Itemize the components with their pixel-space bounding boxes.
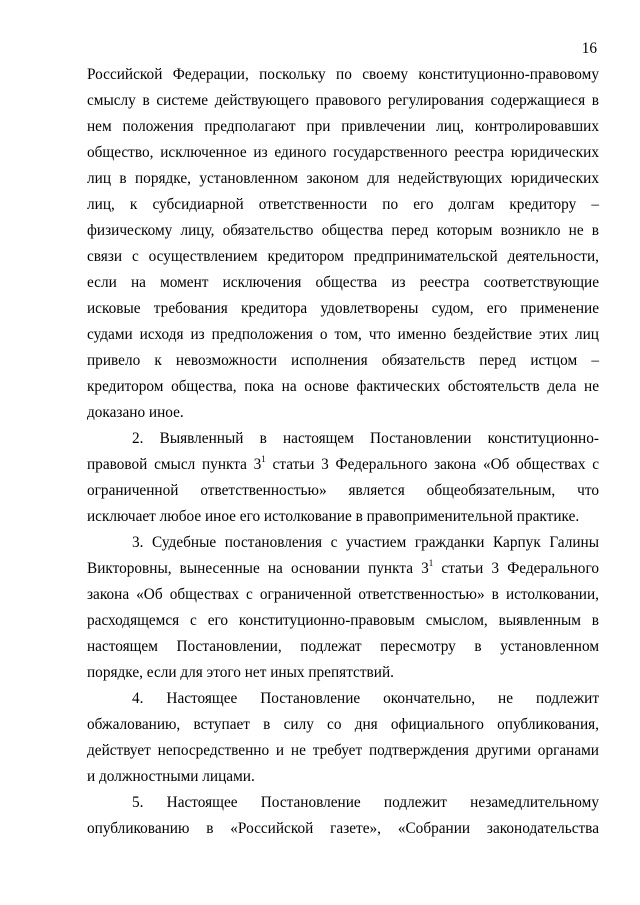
text-line: Российской Федерации, поскольку по своему конституционно-правовому xyxy=(87,66,599,83)
text-line: 3. Судебные постановления с участием гражданки Карпук Галины xyxy=(132,534,599,551)
text-line-with-superscript xyxy=(87,556,599,582)
text-line: настоящем Постановлении, подлежат пересмотру в установленном xyxy=(87,638,599,655)
text-line: закона «Об обществах с ограниченной ответственностью» в истолковании, xyxy=(87,586,599,603)
paragraph-1 xyxy=(87,62,599,426)
text-line-with-superscript xyxy=(87,452,599,478)
text-line: если на момент исключения общества из реестра соответствующие xyxy=(87,274,599,291)
text-line: 4. Настоящее Постановление окончательно, не подлежит xyxy=(132,690,599,707)
paragraph-5 xyxy=(87,790,599,842)
text-line: нем положения предполагают при привлечении лиц, контролировавших xyxy=(87,118,599,135)
superscript: 1 xyxy=(261,453,266,464)
text-fragment: статьи 3 Федерального закона «Об обществах с xyxy=(265,456,600,473)
text-line: 5. Настоящее Постановление подлежит незамедлительному xyxy=(132,794,599,811)
text-line-last: и должностными лицами. xyxy=(87,768,255,785)
text-fragment: правовой смысл пункта 3 xyxy=(87,456,262,473)
page-number: 16 xyxy=(581,40,597,57)
document-body xyxy=(87,62,599,842)
text-line: ограниченной ответственностью» является общеобязательным, что xyxy=(87,482,599,499)
text-line-last: доказано иное. xyxy=(87,404,184,421)
text-fragment: статьи 3 Федерального xyxy=(433,560,599,577)
text-line: 2. Выявленный в настоящем Постановлении конституционно- xyxy=(132,430,599,447)
text-line: исковые требования кредитора удовлетворены судом, его применение xyxy=(87,300,599,317)
text-line: расходящемся с его конституционно-правовым смыслом, выявленным в xyxy=(87,612,599,629)
text-line: лиц в порядке, установленном законом для недействующих юридических xyxy=(87,170,599,187)
text-line: смыслу в системе действующего правового регулирования содержащиеся в xyxy=(87,92,599,109)
paragraph-4 xyxy=(87,686,599,790)
text-line: опубликованию в «Российской газете», «Собрании законодательства xyxy=(87,820,599,837)
text-line: обжалованию, вступает в силу со дня официального опубликования, xyxy=(87,716,599,733)
text-line: общество, исключенное из единого государственного реестра юридических xyxy=(87,144,599,161)
paragraph-3 xyxy=(87,530,599,686)
text-line: судами исходя из предположения о том, что именно бездействие этих лиц xyxy=(87,326,599,343)
text-line-last: порядке, если для этого нет иных препятствий. xyxy=(87,664,394,681)
text-line: привело к невозможности исполнения обязательств перед истцом – xyxy=(87,352,599,369)
text-line: действует непосредственно и не требует подтверждения другими органами xyxy=(87,742,599,759)
text-line: кредитором общества, пока на основе фактических обстоятельств дела не xyxy=(87,378,599,395)
superscript: 1 xyxy=(428,557,434,568)
text-line: связи с осуществлением кредитором предпринимательской деятельности, xyxy=(87,248,599,265)
text-line-last: исключает любое иное его истолкование в правоприменительной практике. xyxy=(87,508,580,525)
paragraph-2 xyxy=(87,426,599,530)
text-line: физическому лицу, обязательство общества перед которым возникло не в xyxy=(87,222,599,239)
text-fragment: Викторовны, вынесенные на основании пункта 3 xyxy=(87,560,429,577)
text-line: лиц, к субсидиарной ответственности по его долгам кредитору – xyxy=(87,196,599,213)
